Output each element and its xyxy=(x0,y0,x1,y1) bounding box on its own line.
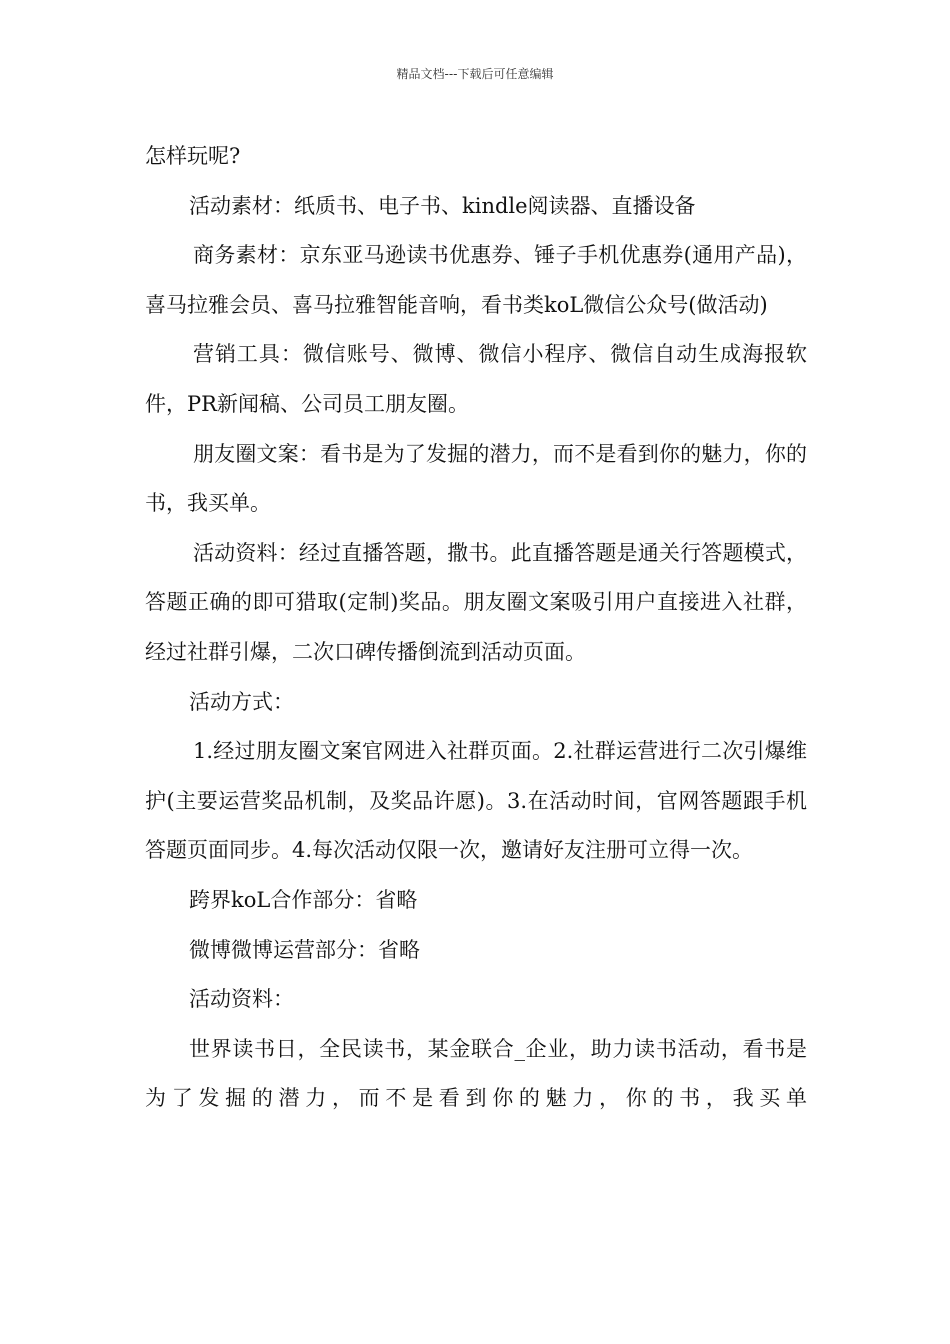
paragraph-question: 怎样玩呢? xyxy=(145,144,241,168)
paragraph-activity-method-heading: 活动方式： xyxy=(189,689,294,714)
paragraph-weibo-operations: 微博微博运营部分：省略 xyxy=(189,937,420,962)
paragraph-activity-method-steps: 1.经过朋友圈文案官网进入社群页面。2.社群运营进行二次引爆维护(主要运营奖品机制，及奖品许愿)。3.在活动时间，官网答题跟手机答题页面同步。4.每次活动仅限一次，邀请好友注册可立得一次。 xyxy=(145,739,807,863)
paragraph-business-materials: 商务素材：京东亚马逊读书优惠券、锤子手机优惠券(通用产品)，喜马拉雅会员、喜马拉雅智能音响，看书类koL微信公众号(做活动) xyxy=(145,243,807,317)
paragraph-activity-info: 活动资料：经过直播答题，撒书。此直播答题是通关行答题模式，答题正确的即可猎取(定制)奖品。朋友圈文案吸引用户直接进入社群，经过社群引爆，二次口碑传播倒流到活动页面。 xyxy=(145,540,807,664)
page-header: 精品文档---下载后可任意编辑 xyxy=(396,67,554,81)
paragraph-world-book-day: 世界读书日，全民读书，某金联合_企业，助力读书活动，看书是为了发掘的潜力，而不是看到你的魅力，你的书，我买单 xyxy=(145,1036,807,1111)
paragraph-activity-info-heading: 活动资料： xyxy=(189,987,294,1012)
paragraph-activity-materials: 活动素材：纸质书、电子书、kindle阅读器、直播设备 xyxy=(189,193,696,218)
document-body xyxy=(145,132,807,1124)
paragraph-moments-copy: 朋友圈文案：看书是为了发掘的潜力，而不是看到你的魅力，你的书，我买单。 xyxy=(145,441,807,516)
paragraph-marketing-tools: 营销工具：微信账号、微博、微信小程序、微信自动生成海报软件，PR新闻稿、公司员工朋友圈。 xyxy=(145,342,807,416)
paragraph-crossover-kol: 跨界koL合作部分：省略 xyxy=(189,887,418,912)
